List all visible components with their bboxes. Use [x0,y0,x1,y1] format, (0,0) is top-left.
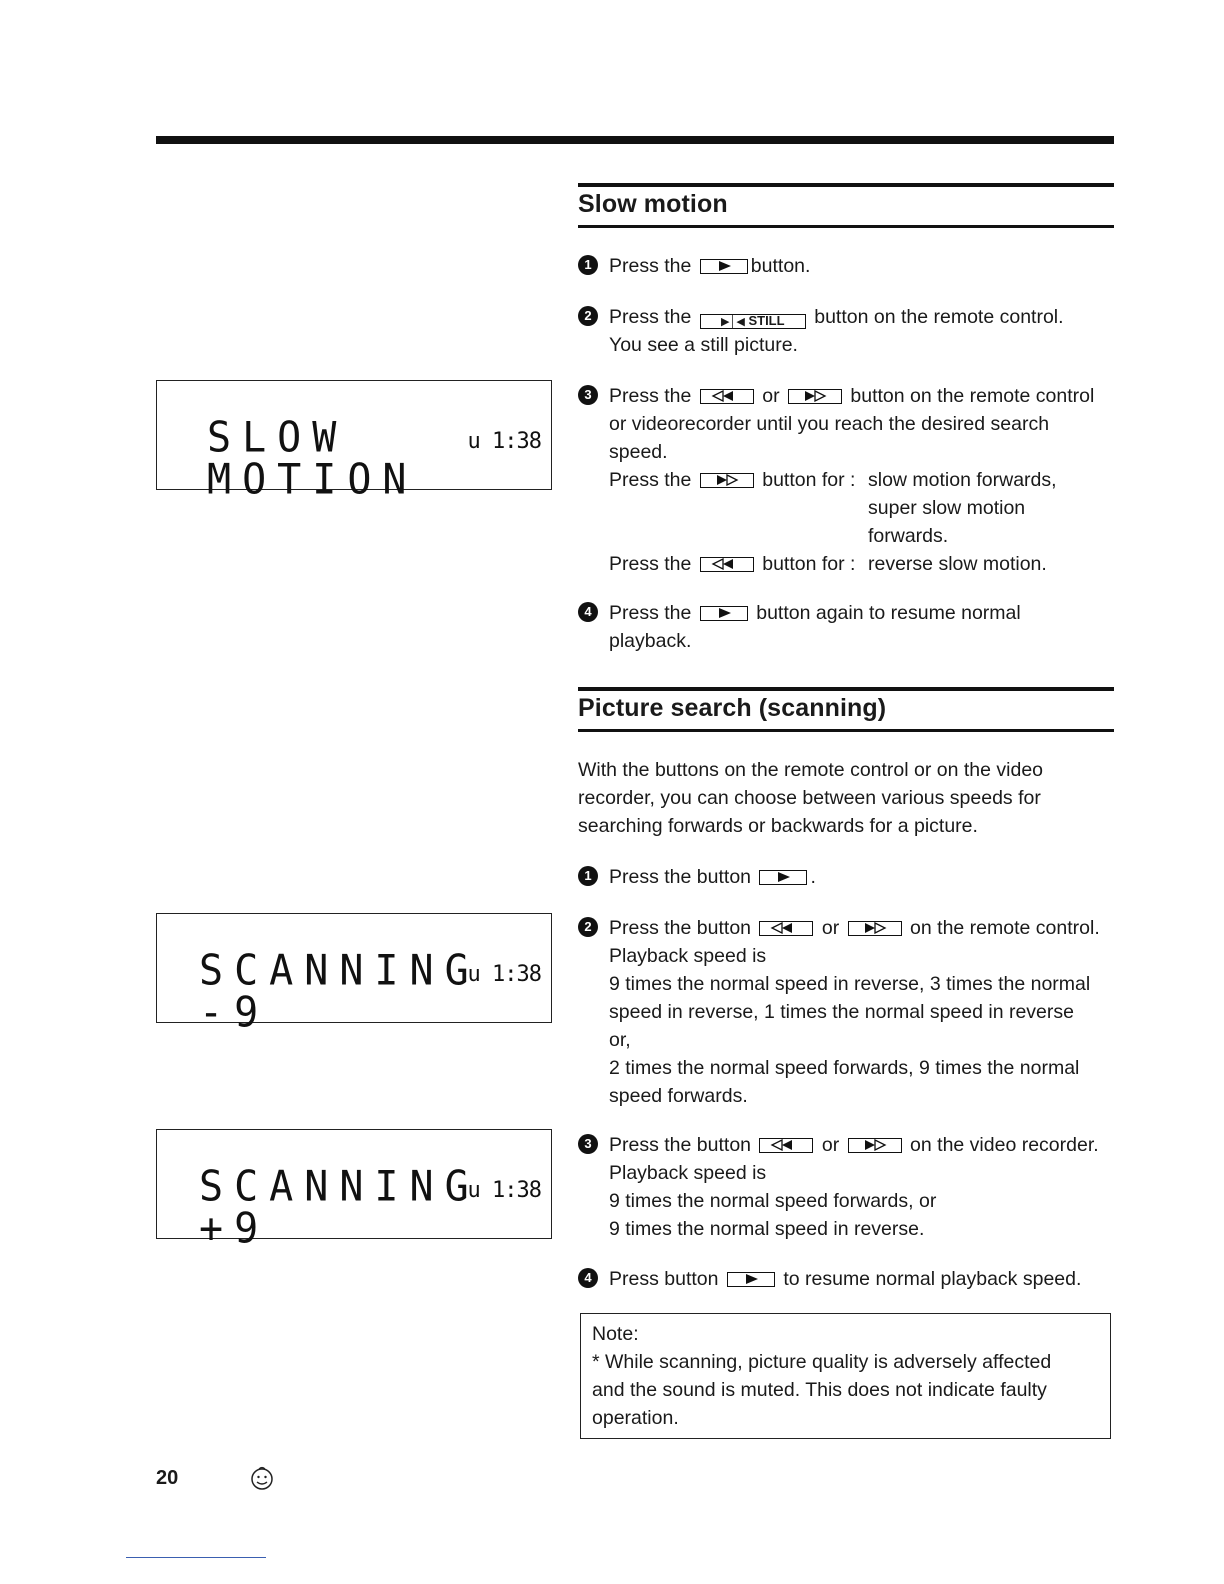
picture-search-heading: Picture search (scanning) [578,694,887,722]
note-title: Note: [592,1323,639,1345]
slow-motion-header [578,183,1114,228]
lcd-display-slow-motion [156,380,552,505]
top-rule [156,136,1114,144]
step-number: 4 [578,1268,598,1288]
rewind-button-icon [759,921,813,936]
page-number: 20 [156,1467,179,1489]
note-box: Note: * While scanning, picture quality is adversely affected and the sound is muted. This does not indicate faulty operation. [580,1313,1111,1439]
lcd-display-scanning-forward [156,1129,552,1254]
step-number: 3 [578,385,598,405]
still-frame-button-icon: ▶│◀ STILL [700,314,806,329]
step-number: 1 [578,866,598,886]
rewind-button-icon [700,389,754,404]
lcd-counter: u 1:38 [467,429,541,454]
fast-forward-button-icon [788,389,842,404]
step-number: 4 [578,602,598,622]
lcd-counter: u 1:38 [467,962,541,987]
lcd-text: SLOW MOTION [207,413,418,505]
step-number: 2 [578,917,598,937]
fast-forward-button-icon [848,1138,902,1153]
play-button-icon [700,259,748,274]
lcd-text: SCANNING +9 [199,1162,480,1254]
rewind-button-icon [700,557,754,572]
lcd-counter: u 1:38 [467,1178,541,1203]
footer-rule [126,1557,266,1558]
rewind-button-icon [759,1138,813,1153]
picture-search-header [578,687,1114,732]
play-button-icon [759,870,807,885]
face-icon [248,1464,276,1497]
play-button-icon [700,606,748,621]
step-number: 2 [578,306,598,326]
step-number: 1 [578,255,598,275]
step-number: 3 [578,1134,598,1154]
fast-forward-button-icon [700,473,754,488]
play-button-icon [727,1272,775,1287]
picture-search-intro: With the buttons on the remote control or on the video recorder, you can choose between various speeds for searching forwards or backwards for a picture. [578,759,1044,837]
slow-motion-heading: Slow motion [578,190,728,218]
lcd-text: SCANNING -9 [199,946,480,1038]
fast-forward-button-icon [848,921,902,936]
lcd-display-scanning-reverse [156,913,552,1038]
